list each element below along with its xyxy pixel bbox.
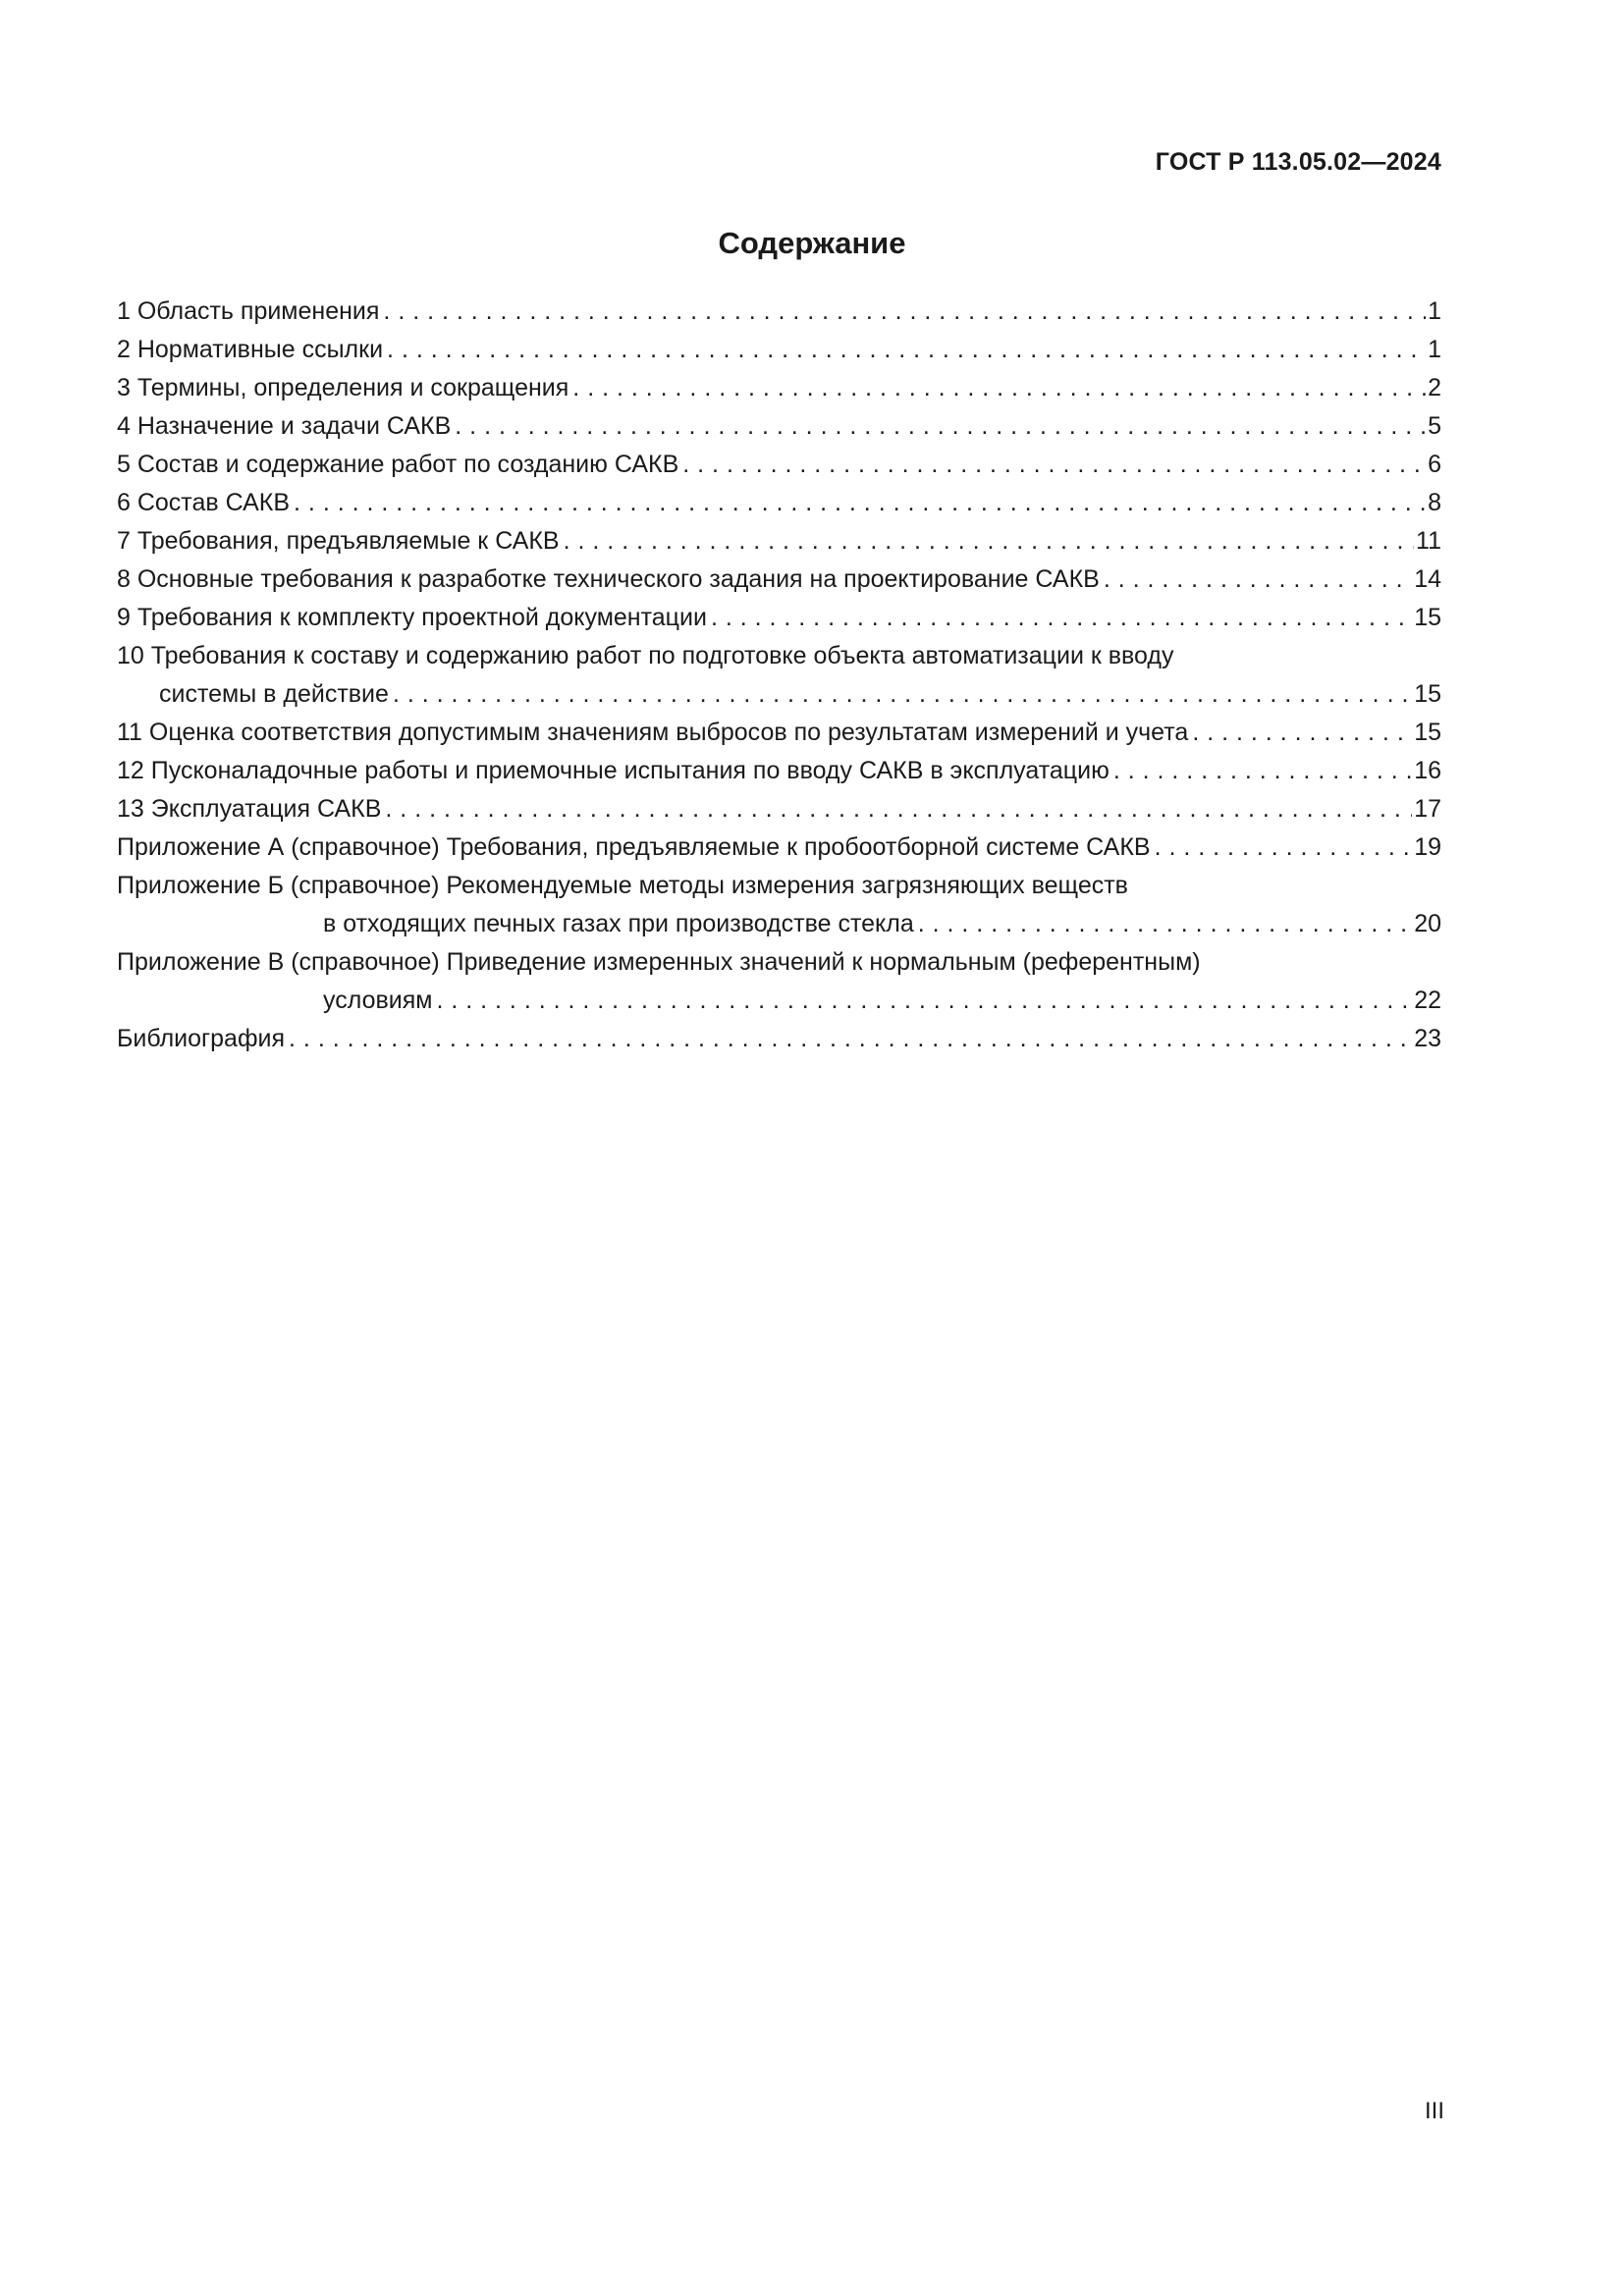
dot-leader [1155, 828, 1413, 867]
toc-entry-text-continued: системы в действие [159, 680, 389, 708]
toc-entry-page: 5 [1428, 412, 1441, 440]
toc-entry-text: 8 Основные требования к разработке технического задания на проектирование САКВ [117, 565, 1100, 593]
toc-entry-appendix-a[interactable] [117, 828, 1441, 867]
toc-entry-page: 15 [1414, 719, 1441, 746]
dot-leader [393, 675, 1412, 714]
toc-entry-page: 2 [1428, 374, 1441, 401]
dot-leader [1104, 561, 1412, 599]
toc-entry-13[interactable] [117, 790, 1441, 828]
toc-entry-page: 8 [1428, 489, 1441, 516]
toc-entry-text: 4 Назначение и задачи САКВ [117, 412, 452, 440]
dot-leader [564, 522, 1414, 561]
dot-leader [1113, 752, 1412, 790]
toc-entry-text: 7 Требования, предъявляемые к САКВ [117, 527, 560, 555]
toc-entry-text: 11 Оценка соответствия допустимым значениям выбросов по результатам измерений и учета [117, 719, 1189, 746]
dot-leader [455, 407, 1426, 446]
toc-entry-appendix-b[interactable] [117, 867, 1441, 943]
toc-entry-3[interactable] [117, 369, 1441, 407]
toc-entry-page: 22 [1414, 987, 1441, 1014]
toc-entry-page: 23 [1414, 1025, 1441, 1052]
table-of-contents [117, 293, 1441, 1058]
dot-leader [289, 1020, 1412, 1058]
toc-entry-page: 11 [1416, 527, 1441, 555]
toc-entry-8[interactable] [117, 561, 1441, 599]
toc-entry-1[interactable] [117, 293, 1441, 331]
toc-entry-5[interactable] [117, 446, 1441, 484]
dot-leader [918, 905, 1412, 943]
dot-leader [436, 982, 1412, 1020]
dot-leader [572, 369, 1426, 407]
toc-entry-text: 13 Эксплуатация САКВ [117, 795, 382, 823]
toc-entry-text: 5 Состав и содержание работ по созданию САКВ [117, 451, 679, 478]
dot-leader [387, 331, 1426, 369]
toc-entry-2[interactable] [117, 331, 1441, 369]
toc-entry-text-continued: условиям [323, 987, 433, 1014]
toc-entry-text: 3 Термины, определения и сокращения [117, 374, 569, 401]
toc-entry-12[interactable] [117, 752, 1441, 790]
toc-entry-text-continued: в отходящих печных газах при производстве стекла [323, 910, 914, 937]
toc-entry-6[interactable] [117, 484, 1441, 522]
dot-leader [1192, 714, 1412, 752]
toc-entry-7[interactable] [117, 522, 1441, 561]
toc-entry-page: 16 [1414, 757, 1441, 784]
dot-leader [385, 790, 1412, 828]
dot-leader [682, 446, 1426, 484]
page-number: III [1424, 2098, 1444, 2124]
document-code: ГОСТ Р 113.05.02—2024 [1155, 148, 1441, 176]
toc-entry-text: Приложение В (справочное) Приведение измеренных значений к нормальным (референтным) [117, 948, 1201, 976]
dot-leader [294, 484, 1426, 522]
toc-title: Содержание [718, 226, 906, 260]
toc-entry-text: 1 Область применения [117, 297, 380, 325]
toc-entry-text: 6 Состав САКВ [117, 489, 291, 516]
dot-leader [711, 599, 1412, 637]
toc-entry-text: Библиография [117, 1025, 286, 1052]
toc-entry-9[interactable] [117, 599, 1441, 637]
toc-entry-text: 9 Требования к комплекту проектной документации [117, 604, 707, 631]
toc-entry-page: 15 [1414, 680, 1441, 708]
toc-entry-text: Приложение А (справочное) Требования, предъявляемые к пробоотборной системе САКВ [117, 833, 1151, 861]
toc-entry-text: Приложение Б (справочное) Рекомендуемые методы измерения загрязняющих веществ [117, 872, 1128, 899]
toc-entry-page: 17 [1414, 795, 1441, 823]
toc-entry-page: 19 [1414, 833, 1441, 861]
toc-entry-page: 20 [1414, 910, 1441, 937]
toc-entry-page: 14 [1414, 565, 1441, 593]
toc-entry-page: 1 [1428, 297, 1441, 325]
toc-entry-appendix-v[interactable] [117, 943, 1441, 1020]
toc-entry-text: 2 Нормативные ссылки [117, 336, 384, 363]
toc-entry-11[interactable] [117, 714, 1441, 752]
toc-entry-text: 12 Пусконаладочные работы и приемочные испытания по вводу САКВ в эксплуатацию [117, 757, 1110, 784]
toc-entry-page: 15 [1414, 604, 1441, 631]
toc-entry-10[interactable] [117, 637, 1441, 714]
toc-entry-bibliography[interactable] [117, 1020, 1441, 1058]
toc-entry-text: 10 Требования к составу и содержанию работ по подготовке объекта автоматизации к вводу [117, 642, 1174, 669]
toc-entry-page: 6 [1428, 451, 1441, 478]
dot-leader [383, 293, 1426, 331]
toc-entry-page: 1 [1428, 336, 1441, 363]
toc-entry-4[interactable] [117, 407, 1441, 446]
